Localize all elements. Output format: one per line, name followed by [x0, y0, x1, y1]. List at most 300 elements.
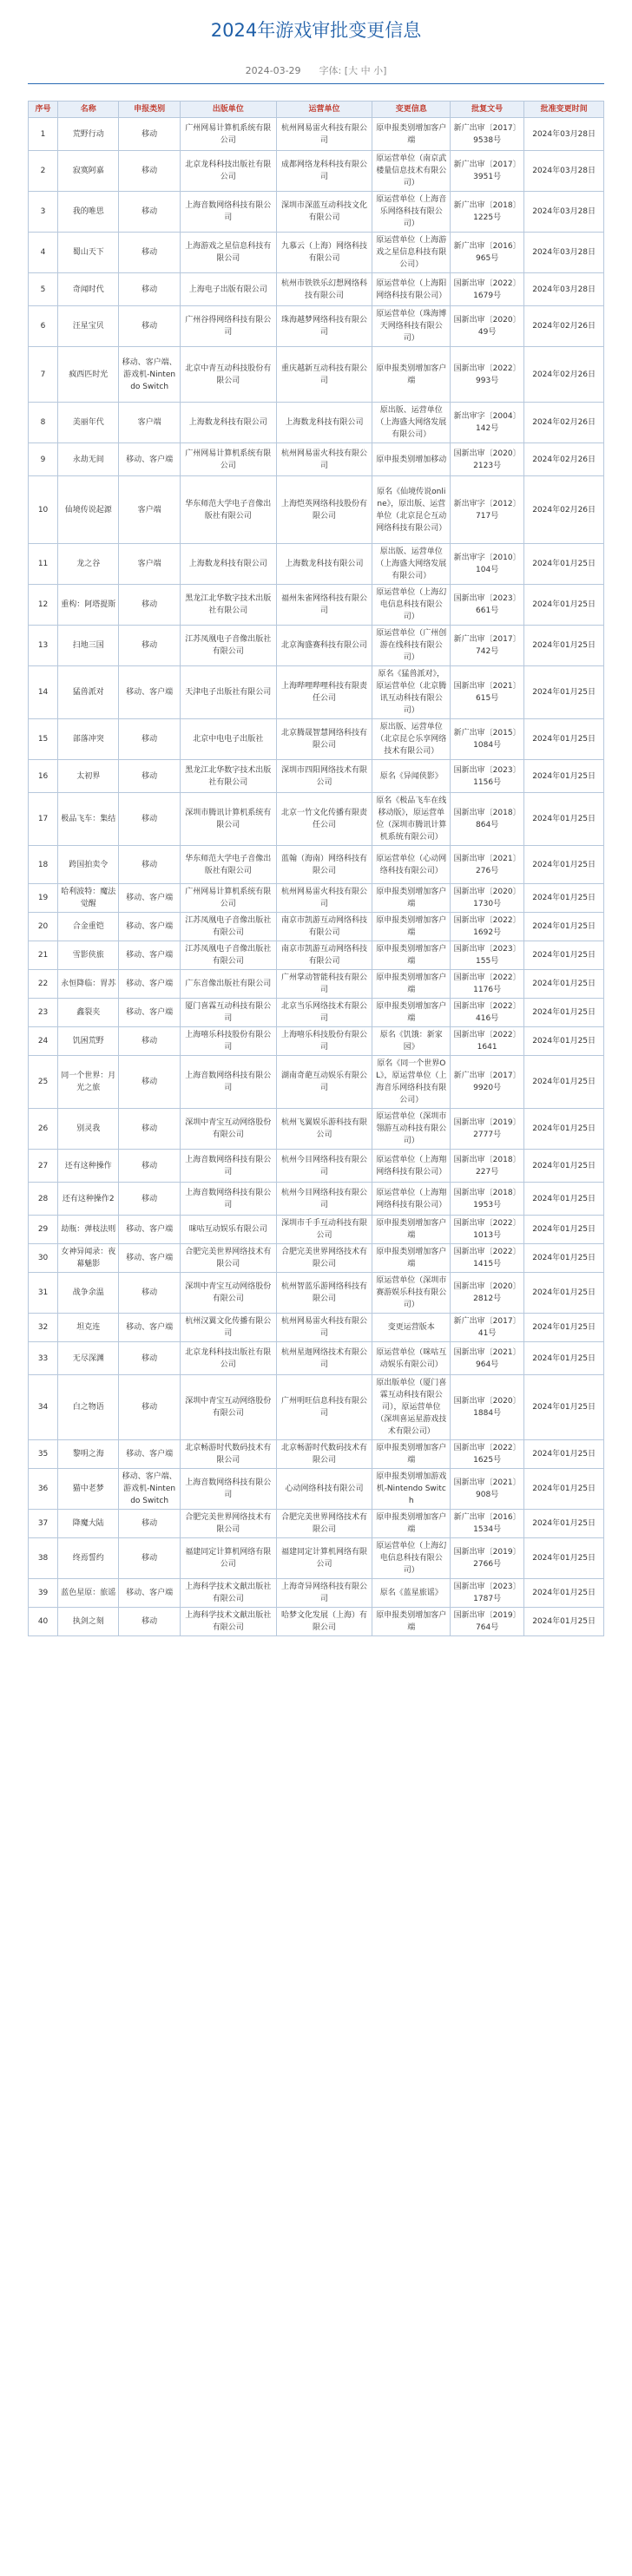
- cell-change-info: 原名《同一个世界OL》，原运营单位（上海音乐网络科技有限公司）: [372, 1056, 451, 1109]
- column-header-index: 序号: [29, 102, 58, 118]
- cell-index: 34: [29, 1375, 58, 1440]
- cell-category: 移动: [119, 793, 180, 846]
- cell-publisher: 广州网易计算机系统有限公司: [180, 884, 276, 913]
- table-row: [29, 1244, 604, 1273]
- cell-name: 奇闻时代: [58, 273, 119, 306]
- cell-approval-number: 新出审字〔2004〕142号: [451, 403, 524, 443]
- cell-approval-number: 国新出审〔2020〕2812号: [451, 1273, 524, 1314]
- cell-index: 6: [29, 306, 58, 347]
- cell-index: 3: [29, 192, 58, 233]
- cell-approval-number: 新广出审〔2017〕9920号: [451, 1056, 524, 1109]
- cell-operator: 杭州网易雷火科技有限公司: [276, 884, 372, 913]
- cell-name: 寂寞阿嘉: [58, 151, 119, 192]
- cell-change-date: 2024年01月25日: [524, 1510, 604, 1538]
- cell-category: 移动、客户端: [119, 1314, 180, 1342]
- cell-publisher: 上海数龙科技有限公司: [180, 544, 276, 585]
- cell-category: 移动: [119, 233, 180, 273]
- cell-approval-number: 国新出审〔2020〕1730号: [451, 884, 524, 913]
- cell-publisher: 合肥完美世界网络技术有限公司: [180, 1510, 276, 1538]
- cell-change-date: 2024年03月28日: [524, 192, 604, 233]
- cell-publisher: 深圳中青宝互动网络股份有限公司: [180, 1273, 276, 1314]
- column-header-operator: 运营单位: [276, 102, 372, 118]
- cell-approval-number: 国新出审〔2019〕764号: [451, 1608, 524, 1636]
- cell-name: 扫地三国: [58, 626, 119, 666]
- table-row: [29, 760, 604, 793]
- cell-category: 移动: [119, 760, 180, 793]
- cell-change-info: 原运营单位（深圳市翎游互动科技有限公司）: [372, 1109, 451, 1150]
- cell-change-info: 原申报类别增加客户端: [372, 884, 451, 913]
- cell-name: 战争余温: [58, 1273, 119, 1314]
- table-row: [29, 306, 604, 347]
- cell-name: 荒野行动: [58, 118, 119, 151]
- cell-publisher: 天津电子出版社有限公司: [180, 666, 276, 719]
- cell-approval-number: 新广出审〔2016〕1534号: [451, 1510, 524, 1538]
- cell-approval-number: 国新出审〔2022〕1013号: [451, 1216, 524, 1244]
- cell-category: 移动: [119, 273, 180, 306]
- table-row: [29, 1216, 604, 1244]
- cell-operator: 蓝翰（海南）网络科技有限公司: [276, 846, 372, 884]
- cell-publisher: 上海游戏之星信息科技有限公司: [180, 233, 276, 273]
- cell-category: 移动: [119, 1342, 180, 1375]
- cell-index: 17: [29, 793, 58, 846]
- cell-category: 移动: [119, 151, 180, 192]
- table-row: [29, 1109, 604, 1150]
- cell-change-date: 2024年02月26日: [524, 347, 604, 403]
- cell-name: 重构：阿塔提斯: [58, 585, 119, 626]
- cell-change-info: 原申报类别增加客户端: [372, 941, 451, 970]
- cell-index: 9: [29, 443, 58, 476]
- cell-operator: 湖南奇葩互动娱乐有限公司: [276, 1056, 372, 1109]
- cell-name: 汪星宝贝: [58, 306, 119, 347]
- table-row: [29, 1510, 604, 1538]
- cell-category: 移动、客户端: [119, 913, 180, 941]
- cell-index: 36: [29, 1469, 58, 1510]
- table-row: [29, 1440, 604, 1469]
- cell-change-info: 原运营单位（上海幻电信息科技有限公司）: [372, 1538, 451, 1579]
- cell-change-date: 2024年01月25日: [524, 1375, 604, 1440]
- cell-approval-number: 国新出审〔2018〕864号: [451, 793, 524, 846]
- table-row: [29, 1375, 604, 1440]
- cell-change-info: 原申报类别增加客户端: [372, 1244, 451, 1273]
- cell-name: 还有这种操作: [58, 1150, 119, 1183]
- table-row: [29, 443, 604, 476]
- cell-operator: 合肥完美世界网络技术有限公司: [276, 1244, 372, 1273]
- cell-index: 5: [29, 273, 58, 306]
- cell-change-date: 2024年01月25日: [524, 1216, 604, 1244]
- cell-operator: 北京腾晟智慧网络科技有限公司: [276, 719, 372, 760]
- cell-change-date: 2024年01月25日: [524, 1579, 604, 1608]
- cell-publisher: 上海音数网络科技有限公司: [180, 192, 276, 233]
- cell-change-info: 原申报类别增加客户端: [372, 118, 451, 151]
- cell-name: 龙之谷: [58, 544, 119, 585]
- title-divider: [28, 83, 604, 84]
- cell-operator: 南京市凯游互动网络科技有限公司: [276, 941, 372, 970]
- cell-change-info: 原出版、运营单位（上海盛大网络发展有限公司）: [372, 544, 451, 585]
- table-body: [29, 118, 604, 1636]
- cell-category: 移动: [119, 626, 180, 666]
- cell-name: 别灵我: [58, 1109, 119, 1150]
- cell-operator: 福建同定计算机网络有限公司: [276, 1538, 372, 1579]
- cell-operator: 上海数龙科技有限公司: [276, 544, 372, 585]
- cell-change-info: 原申报类别增加客户端: [372, 913, 451, 941]
- cell-change-date: 2024年01月25日: [524, 1440, 604, 1469]
- cell-approval-number: 国新出审〔2022〕1415号: [451, 1244, 524, 1273]
- cell-category: 移动: [119, 1608, 180, 1636]
- cell-name: 饥困荒野: [58, 1027, 119, 1056]
- cell-name: 太初界: [58, 760, 119, 793]
- cell-change-info: 原名《饥饿：新家园》: [372, 1027, 451, 1056]
- font-size-small-link[interactable]: 小]: [373, 65, 387, 76]
- table-row: [29, 585, 604, 626]
- cell-publisher: 厦门喜霖互动科技有限公司: [180, 999, 276, 1027]
- cell-operator: 心动网络科技有限公司: [276, 1469, 372, 1510]
- cell-publisher: 北京中青互动科技股份有限公司: [180, 347, 276, 403]
- cell-index: 11: [29, 544, 58, 585]
- cell-publisher: 上海科学技术文献出版社有限公司: [180, 1579, 276, 1608]
- cell-operator: 深圳市深蓝互动科技文化有限公司: [276, 192, 372, 233]
- cell-publisher: 江苏凤凰电子音像出版社有限公司: [180, 941, 276, 970]
- cell-index: 25: [29, 1056, 58, 1109]
- cell-index: 26: [29, 1109, 58, 1150]
- cell-index: 35: [29, 1440, 58, 1469]
- cell-approval-number: 新广出审〔2017〕742号: [451, 626, 524, 666]
- cell-index: 18: [29, 846, 58, 884]
- column-header-name: 名称: [58, 102, 119, 118]
- cell-operator: 杭州今目网络科技有限公司: [276, 1150, 372, 1183]
- cell-change-date: 2024年03月28日: [524, 151, 604, 192]
- cell-category: 移动、客户端: [119, 666, 180, 719]
- cell-publisher: 深圳中青宝互动网络股份有限公司: [180, 1375, 276, 1440]
- cell-index: 30: [29, 1244, 58, 1273]
- cell-index: 38: [29, 1538, 58, 1579]
- cell-publisher: 广东音像出版社有限公司: [180, 970, 276, 999]
- cell-change-date: 2024年01月25日: [524, 1056, 604, 1109]
- cell-change-info: 原运营单位（珠海博天网络科技有限公司）: [372, 306, 451, 347]
- cell-index: 21: [29, 941, 58, 970]
- table-row: [29, 1314, 604, 1342]
- table-row: [29, 913, 604, 941]
- cell-index: 37: [29, 1510, 58, 1538]
- cell-index: 39: [29, 1579, 58, 1608]
- cell-approval-number: 国新出审〔2019〕2766号: [451, 1538, 524, 1579]
- cell-publisher: 合肥完美世界网络技术有限公司: [180, 1244, 276, 1273]
- table-row: [29, 476, 604, 544]
- cell-approval-number: 国新出审〔2019〕2777号: [451, 1109, 524, 1150]
- cell-index: 32: [29, 1314, 58, 1342]
- cell-change-date: 2024年01月25日: [524, 793, 604, 846]
- cell-approval-number: 国新出审〔2023〕661号: [451, 585, 524, 626]
- cell-operator: 深圳市千手互动科技有限公司: [276, 1216, 372, 1244]
- cell-publisher: 上海音数网络科技有限公司: [180, 1150, 276, 1183]
- cell-publisher: 广州谷得网络科技有限公司: [180, 306, 276, 347]
- cell-name: 劫瓶：弹枝法则: [58, 1216, 119, 1244]
- cell-change-info: 原运营单位（上海幻电信息科技有限公司）: [372, 585, 451, 626]
- cell-name: 跨国拍卖令: [58, 846, 119, 884]
- cell-category: 移动: [119, 1538, 180, 1579]
- cell-index: 8: [29, 403, 58, 443]
- cell-category: 移动、客户端: [119, 1216, 180, 1244]
- cell-approval-number: 国新出审〔2022〕416号: [451, 999, 524, 1027]
- cell-publisher: 深圳市腾讯计算机系统有限公司: [180, 793, 276, 846]
- cell-category: 移动: [119, 192, 180, 233]
- cell-name: 猛兽派对: [58, 666, 119, 719]
- table-row: [29, 626, 604, 666]
- cell-name: 极品飞车：集结: [58, 793, 119, 846]
- cell-publisher: 上海科学技术文献出版社有限公司: [180, 1608, 276, 1636]
- cell-name: 降魔大陆: [58, 1510, 119, 1538]
- cell-index: 1: [29, 118, 58, 151]
- cell-category: 移动: [119, 1056, 180, 1109]
- cell-publisher: 广州网易计算机系统有限公司: [180, 118, 276, 151]
- cell-change-info: 原出版、运营单位（北京昆仑乐享网络技术有限公司）: [372, 719, 451, 760]
- cell-change-info: 原运营单位（上海翔网络科技有限公司）: [372, 1183, 451, 1216]
- cell-change-date: 2024年01月25日: [524, 1109, 604, 1150]
- table-row: [29, 403, 604, 443]
- cell-change-info: 变更运营版本: [372, 1314, 451, 1342]
- cell-category: 移动: [119, 1027, 180, 1056]
- cell-category: 移动: [119, 585, 180, 626]
- cell-category: 移动: [119, 118, 180, 151]
- cell-category: 移动: [119, 1109, 180, 1150]
- column-header-change-date: 批准变更时间: [524, 102, 604, 118]
- cell-change-date: 2024年02月26日: [524, 476, 604, 544]
- cell-name: 合金重铠: [58, 913, 119, 941]
- cell-operator: 杭州网易雷火科技有限公司: [276, 1314, 372, 1342]
- cell-change-date: 2024年01月25日: [524, 846, 604, 884]
- cell-name: 白之物语: [58, 1375, 119, 1440]
- cell-change-info: 原运营单位（上海翔网络科技有限公司）: [372, 1150, 451, 1183]
- table-row: [29, 1469, 604, 1510]
- cell-approval-number: 新广出审〔2018〕1225号: [451, 192, 524, 233]
- table-row: [29, 233, 604, 273]
- cell-change-info: 原申报类别增加客户端: [372, 1440, 451, 1469]
- cell-approval-number: 新广出审〔2017〕41号: [451, 1314, 524, 1342]
- cell-name: 我的唯思: [58, 192, 119, 233]
- cell-index: 29: [29, 1216, 58, 1244]
- cell-publisher: 福建同定计算机网络有限公司: [180, 1538, 276, 1579]
- font-size-label: 字体:: [319, 65, 342, 76]
- cell-change-date: 2024年01月25日: [524, 1273, 604, 1314]
- header-row: [29, 102, 604, 118]
- cell-index: 16: [29, 760, 58, 793]
- cell-category: 移动、客户端: [119, 884, 180, 913]
- cell-publisher: 江苏凤凰电子音像出版社有限公司: [180, 913, 276, 941]
- cell-operator: 珠海越梦网络科技有限公司: [276, 306, 372, 347]
- font-size-medium-link[interactable]: 中: [360, 65, 371, 76]
- cell-index: 10: [29, 476, 58, 544]
- cell-change-info: 原运营单位（上海音乐网络科技有限公司）: [372, 192, 451, 233]
- cell-approval-number: 国新出审〔2023〕1156号: [451, 760, 524, 793]
- cell-index: 20: [29, 913, 58, 941]
- cell-category: 客户端: [119, 476, 180, 544]
- cell-operator: 合肥完美世界网络技术有限公司: [276, 1510, 372, 1538]
- cell-publisher: 华东师范大学电子音像出版社有限公司: [180, 476, 276, 544]
- cell-publisher: 上海音数网络科技有限公司: [180, 1056, 276, 1109]
- cell-approval-number: 国新出审〔2021〕964号: [451, 1342, 524, 1375]
- cell-approval-number: 国新出审〔2021〕276号: [451, 846, 524, 884]
- cell-name: 哈利波特：魔法觉醒: [58, 884, 119, 913]
- cell-name: 还有这种操作2: [58, 1183, 119, 1216]
- column-header-change-info: 变更信息: [372, 102, 451, 118]
- cell-approval-number: 国新出审〔2022〕1176号: [451, 970, 524, 999]
- cell-index: 27: [29, 1150, 58, 1183]
- cell-name: 女神异闻录：夜幕魅影: [58, 1244, 119, 1273]
- cell-name: 黎明之海: [58, 1440, 119, 1469]
- cell-operator: 上海恺英网络科技股份有限公司: [276, 476, 372, 544]
- cell-approval-number: 国新出审〔2022〕1625号: [451, 1440, 524, 1469]
- cell-approval-number: 国新出审〔2021〕908号: [451, 1469, 524, 1510]
- cell-change-date: 2024年01月25日: [524, 1342, 604, 1375]
- table-row: [29, 1056, 604, 1109]
- cell-change-info: 原名《蓝星旅谣》: [372, 1579, 451, 1608]
- table-row: [29, 1579, 604, 1608]
- cell-name: 美丽年代: [58, 403, 119, 443]
- cell-change-date: 2024年02月26日: [524, 306, 604, 347]
- cell-category: 移动: [119, 1273, 180, 1314]
- cell-index: 24: [29, 1027, 58, 1056]
- cell-index: 31: [29, 1273, 58, 1314]
- cell-index: 28: [29, 1183, 58, 1216]
- cell-publisher: 黑龙江北华数字技术出版社有限公司: [180, 760, 276, 793]
- cell-operator: 杭州网易雷火科技有限公司: [276, 443, 372, 476]
- cell-name: 猫中老梦: [58, 1469, 119, 1510]
- cell-approval-number: 国新出审〔2020〕2123号: [451, 443, 524, 476]
- font-size-large-link[interactable]: [大: [344, 65, 359, 76]
- cell-approval-number: 国新出审〔2023〕155号: [451, 941, 524, 970]
- cell-index: 2: [29, 151, 58, 192]
- cell-category: 移动: [119, 1183, 180, 1216]
- cell-operator: 南京市凯游互动网络科技有限公司: [276, 913, 372, 941]
- cell-change-date: 2024年01月25日: [524, 941, 604, 970]
- cell-approval-number: 国新出审〔2020〕1884号: [451, 1375, 524, 1440]
- cell-change-date: 2024年01月25日: [524, 760, 604, 793]
- cell-index: 40: [29, 1608, 58, 1636]
- cell-publisher: 北京畅游时代数码技术有限公司: [180, 1440, 276, 1469]
- cell-approval-number: 国新出审〔2022〕993号: [451, 347, 524, 403]
- cell-operator: 哈梦文化发展（上海）有限公司: [276, 1608, 372, 1636]
- table-row: [29, 1342, 604, 1375]
- cell-category: 移动、客户端: [119, 1579, 180, 1608]
- table-row: [29, 192, 604, 233]
- table-row: [29, 1027, 604, 1056]
- cell-index: 19: [29, 884, 58, 913]
- table-row: [29, 1608, 604, 1636]
- cell-index: 22: [29, 970, 58, 999]
- table-row: [29, 970, 604, 999]
- cell-operator: 上海哔哩哔哩科技有限责任公司: [276, 666, 372, 719]
- cell-change-date: 2024年01月25日: [524, 666, 604, 719]
- font-size-switcher: [319, 65, 387, 76]
- cell-change-info: 原运营单位（上海游戏之星信息科技有限公司）: [372, 233, 451, 273]
- table-row: [29, 846, 604, 884]
- cell-publisher: 上海音数网络科技有限公司: [180, 1469, 276, 1510]
- cell-publisher: 上海音数网络科技有限公司: [180, 1183, 276, 1216]
- cell-change-date: 2024年01月25日: [524, 1314, 604, 1342]
- table-row: [29, 666, 604, 719]
- cell-category: 客户端: [119, 544, 180, 585]
- cell-change-info: 原运营单位（广州创游在线科技有限公司）: [372, 626, 451, 666]
- cell-name: 部落冲突: [58, 719, 119, 760]
- cell-change-info: 原运营单位（南京武楼量信息技术有限公司）: [372, 151, 451, 192]
- column-header-approval-number: 批复文号: [451, 102, 524, 118]
- cell-name: 蜀山天下: [58, 233, 119, 273]
- cell-approval-number: 国新出审〔2022〕1679号: [451, 273, 524, 306]
- cell-publisher: 广州网易计算机系统有限公司: [180, 443, 276, 476]
- table-row: [29, 1183, 604, 1216]
- cell-approval-number: 国新出审〔2022〕1641: [451, 1027, 524, 1056]
- cell-index: 12: [29, 585, 58, 626]
- cell-operator: 上海奇异网络科技有限公司: [276, 1579, 372, 1608]
- cell-operator: 杭州网易雷火科技有限公司: [276, 118, 372, 151]
- table-row: [29, 793, 604, 846]
- cell-index: 13: [29, 626, 58, 666]
- cell-category: 移动、客户端: [119, 941, 180, 970]
- cell-change-date: 2024年01月25日: [524, 585, 604, 626]
- cell-name: 雪影侠旅: [58, 941, 119, 970]
- cell-change-date: 2024年01月25日: [524, 719, 604, 760]
- cell-change-info: 原申报类别增加客户端: [372, 999, 451, 1027]
- cell-change-info: 原运营单位（上海阳网络科技有限公司）: [372, 273, 451, 306]
- table-row: [29, 999, 604, 1027]
- cell-change-info: 原申报类别增加客户端: [372, 1608, 451, 1636]
- cell-operator: 重庆越新互动科技有限公司: [276, 347, 372, 403]
- cell-operator: 成都网络龙科科技有限公司: [276, 151, 372, 192]
- cell-change-info: 原名《猛兽派对》，原运营单位（北京腾讯互动科技有限公司）: [372, 666, 451, 719]
- cell-change-info: 原出版、运营单位（上海盛大网络发展有限公司）: [372, 403, 451, 443]
- cell-index: 7: [29, 347, 58, 403]
- cell-category: 移动、客户端、游戏机-Nintendo Switch: [119, 1469, 180, 1510]
- table-row: [29, 151, 604, 192]
- cell-change-info: 原运营单位（心动网络科技有限公司）: [372, 846, 451, 884]
- publish-date: 2024-03-29: [245, 65, 301, 76]
- cell-operator: 广州明旺信息科技有限公司: [276, 1375, 372, 1440]
- cell-change-date: 2024年02月26日: [524, 403, 604, 443]
- cell-change-date: 2024年01月25日: [524, 1608, 604, 1636]
- page-meta: [0, 64, 632, 78]
- cell-change-info: 原名《仙境传说online》，原出版、运营单位（北京昆仑互动网络科技有限公司）: [372, 476, 451, 544]
- cell-category: 移动: [119, 846, 180, 884]
- cell-name: 执剑之刻: [58, 1608, 119, 1636]
- cell-operator: 北京淘盛赛科技有限公司: [276, 626, 372, 666]
- cell-publisher: 北京中电电子出版社: [180, 719, 276, 760]
- cell-name: 疯西匹时光: [58, 347, 119, 403]
- table-row: [29, 273, 604, 306]
- cell-approval-number: 国新出审〔2023〕1787号: [451, 1579, 524, 1608]
- cell-approval-number: 国新出审〔2022〕1692号: [451, 913, 524, 941]
- cell-publisher: 咪咕互动娱乐有限公司: [180, 1216, 276, 1244]
- cell-category: 移动: [119, 719, 180, 760]
- cell-category: 移动: [119, 306, 180, 347]
- cell-approval-number: 新广出审〔2017〕3951号: [451, 151, 524, 192]
- cell-index: 33: [29, 1342, 58, 1375]
- cell-change-info: 原申报类别增加客户端: [372, 1216, 451, 1244]
- cell-operator: 深圳市四阳网络技术有限公司: [276, 760, 372, 793]
- cell-publisher: 杭州汉翼文化传播有限公司: [180, 1314, 276, 1342]
- cell-approval-number: 新广出审〔2015〕1084号: [451, 719, 524, 760]
- cell-approval-number: 国新出审〔2018〕227号: [451, 1150, 524, 1183]
- cell-index: 14: [29, 666, 58, 719]
- cell-category: 移动: [119, 1510, 180, 1538]
- cell-operator: 广州掌动智能科技有限公司: [276, 970, 372, 999]
- cell-index: 23: [29, 999, 58, 1027]
- cell-publisher: 北京龙科科技出版社有限公司: [180, 151, 276, 192]
- cell-operator: 杭州星迦网络技术有限公司: [276, 1342, 372, 1375]
- cell-change-date: 2024年01月25日: [524, 1244, 604, 1273]
- cell-publisher: 深圳中青宝互动网络股份有限公司: [180, 1109, 276, 1150]
- cell-change-date: 2024年01月25日: [524, 970, 604, 999]
- cell-change-info: 原申报类别增加移动: [372, 443, 451, 476]
- cell-change-date: 2024年01月25日: [524, 1027, 604, 1056]
